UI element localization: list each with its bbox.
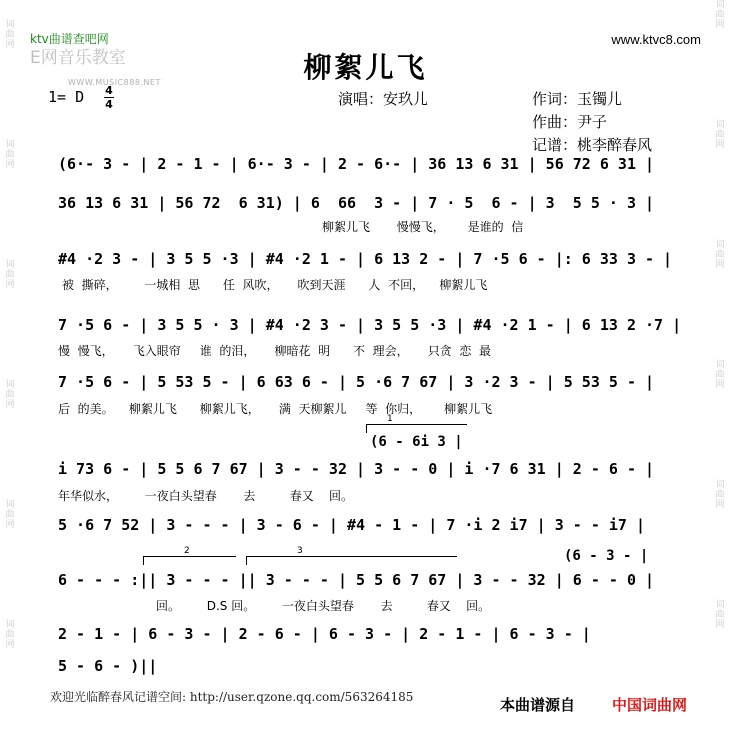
notation-row: 7 ·5 6 - | 5 53 5 - | 6 63 6 - | 5 ·6 7 67 | 3 ·2 3 - | 5 53 5 - | [58,373,655,391]
side-watermark-right: 词曲网 [715,240,725,270]
volta-bracket-1 [366,414,467,433]
volta-bracket-2 [143,546,236,565]
notation-row: 2 - 1 - | 6 - 3 - | 2 - 6 - | 6 - 3 - | 2 - 1 - | 6 - 3 - | [58,625,591,643]
notation-row: 5 - 6 - )|| [58,657,158,675]
side-watermark-left: 词曲网 [5,500,15,530]
volta-number: 3 [297,546,303,556]
lyric-row: 后 的美。 柳絮儿飞 柳絮儿飞， 满 天柳絮儿 等 你归， 柳絮儿飞 [58,402,493,416]
lyricist-credit: 作词：玉镯儿 [532,90,623,108]
footer-text: 欢迎光临醉春风记谱空间: http://user.qzone.qq.com/563264185 [50,690,414,704]
song-title: 柳絮儿飞 [303,51,428,84]
lyric-row: 年华似水， 一夜白头望春 去 春又 回。 [58,489,353,503]
side-watermark-right: 词曲网 [715,360,725,390]
time-signature [104,85,114,110]
time-signature-top: 4 [105,84,113,97]
watermark-brand: ktv曲谱查吧网 [30,32,109,46]
source-label: 本曲谱源自 [500,696,576,714]
side-watermark-right: 词曲网 [715,0,725,30]
notation-row: 7 ·5 6 - | 3 5 5 · 3 | #4 ·2 3 - | 3 5 5 ·3 | #4 ·2 1 - | 6 13 2 ·7 | [58,316,682,334]
volta-number: 1 [387,414,393,424]
lyric-row: 被 撕碎， 一城相 思 任 风吹， 吹到天涯 人 不回， 柳絮儿飞 [62,278,488,292]
watermark-url: WWW.MUSIC888.NET [68,78,161,87]
composer-credit: 作曲：尹子 [532,113,608,131]
notation-row: 6 - - - :|| 3 - - - || 3 - - - | 5 5 6 7 67 | 3 - - 32 | 6 - - 0 | [58,571,655,589]
side-watermark-right: 词曲网 [715,120,725,150]
notation-row: 5 ·6 7 52 | 3 - - - | 3 - 6 - | #4 - 1 - | 7 ·i 2 i7 | 3 - - i7 | [58,516,645,534]
side-watermark-right: 词曲网 [715,600,725,630]
lyric-row: 回。 D.S 回。 一夜白头望春 去 春又 回。 [156,599,491,613]
notation-row: (6·- 3 - | 2 - 1 - | 6·- 3 - | 2 - 6·- | 36 13 6 31 | 56 72 6 31 | [58,155,655,173]
lyric-row: 慢 慢飞， 飞入眼帘 谁 的泪， 柳暗花 明 不 理会， 只贪 恋 最 [58,344,491,358]
lyric-row: 柳絮儿飞 慢慢飞， 是谁的 信 [322,220,524,234]
coda-start: (6 - 3 - | [564,548,649,564]
side-watermark-right: 词曲网 [715,480,725,510]
notation-row: 36 13 6 31 | 56 72 6 31) | 6 66 3 - | 7 · 5 6 - | 3 5 5 · 3 | [58,194,655,212]
alt-ending: (6 - 6i 3 | [370,434,463,450]
volta-number: 2 [184,546,190,556]
site-url: www.ktvc8.com [611,32,701,47]
side-watermark-left: 词曲网 [5,260,15,290]
notation-row: #4 ·2 3 - | 3 5 5 ·3 | #4 ·2 1 - | 6 13 2 - | 7 ·5 6 - |: 6 33 3 - | [58,250,673,268]
side-watermark-left: 词曲网 [5,380,15,410]
time-signature-bottom: 4 [105,98,113,111]
notation-row: i 73 6 - | 5 5 6 7 67 | 3 - - 32 | 3 - - 0 | i ·7 6 31 | 2 - 6 - | [58,460,655,478]
transcriber-credit: 记谱：桃李醉春风 [532,136,653,154]
singer-credit: 演唱：安玖儿 [338,90,429,108]
volta-bracket-3 [246,546,457,565]
side-watermark-left: 词曲网 [5,140,15,170]
side-watermark-left: 词曲网 [5,620,15,650]
key-signature: 1= D [48,88,85,106]
watermark-subtitle: E网音乐教室 [30,48,126,68]
side-watermark-left: 词曲网 [5,20,15,50]
source-name: 中国词曲网 [612,696,688,714]
